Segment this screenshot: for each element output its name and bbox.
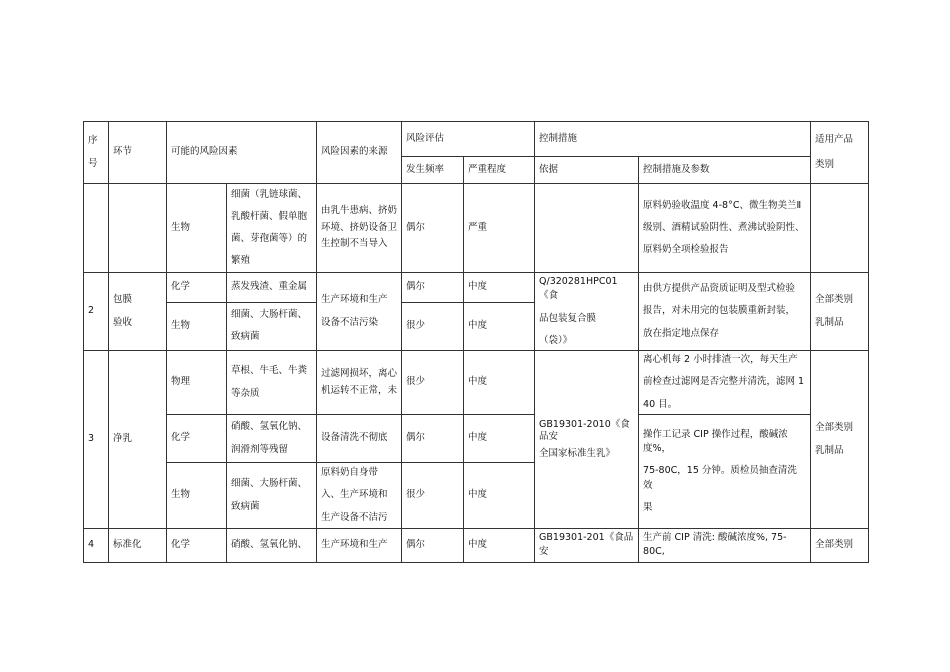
cell-frequency: 很少	[402, 463, 464, 529]
cell-severity: 中度	[464, 463, 535, 529]
cell-frequency: 很少	[402, 302, 464, 351]
cell-params: 由供方提供产品资质证明及型式检验 报告，对未用完的包装膜重新封装， 放在指定地点保存	[639, 273, 811, 351]
header-factor: 可能的风险因素	[167, 122, 317, 184]
cell-source: 设备清洗不彻底	[317, 415, 402, 463]
table-row	[84, 184, 869, 273]
cell-factor: 硝酸、氢氧化钠、 润滑剂等残留	[227, 415, 317, 463]
cell-applicable	[811, 184, 869, 273]
cell-source: 生产环境和生产 设备不洁污染	[317, 273, 402, 351]
cell-stage: 包膜 验收	[109, 273, 167, 351]
cell-frequency: 偶尔	[402, 184, 464, 273]
table-row	[84, 529, 869, 563]
cell-stage	[109, 184, 167, 273]
cell-seq	[84, 184, 109, 273]
cell-basis	[535, 184, 639, 273]
header-basis: 依据	[535, 157, 639, 184]
header-control: 控制措施	[535, 122, 811, 157]
cell-severity: 中度	[464, 415, 535, 463]
header-params: 控制措施及参数	[639, 157, 811, 184]
cell-factor: 细菌、大肠杆菌、 致病菌	[227, 302, 317, 351]
cell-type: 生物	[167, 184, 227, 273]
cell-frequency: 偶尔	[402, 529, 464, 563]
cell-factor: 细菌（乳链球菌、 乳酸杆菌、假单胞 菌、芽孢菌等）的 繁殖	[227, 184, 317, 273]
cell-frequency: 很少	[402, 351, 464, 415]
cell-type: 物理	[167, 351, 227, 415]
cell-basis: GB19301-2010《食品安 全国家标准生乳》	[535, 351, 639, 529]
cell-seq: 2	[84, 273, 109, 351]
cell-factor: 细菌、大肠杆菌、 致病菌	[227, 463, 317, 529]
cell-severity: 中度	[464, 529, 535, 563]
table-row	[84, 351, 869, 415]
cell-source: 生产环境和生产	[317, 529, 402, 563]
cell-frequency: 偶尔	[402, 415, 464, 463]
cell-severity: 中度	[464, 302, 535, 351]
cell-factor: 硝酸、氢氧化钠、	[227, 529, 317, 563]
cell-stage: 标准化	[109, 529, 167, 563]
cell-source: 过滤网损坏，离心 机运转不正常，未	[317, 351, 402, 415]
cell-severity: 严重	[464, 184, 535, 273]
cell-basis: GB19301-201《食品安	[535, 529, 639, 563]
header-frequency: 发生频率	[402, 157, 464, 184]
cell-type: 化学	[167, 415, 227, 463]
header-stage: 环节	[109, 122, 167, 184]
cell-factor: 草根、牛毛、牛粪 等杂质	[227, 351, 317, 415]
risk-control-table	[83, 121, 869, 563]
cell-frequency: 偶尔	[402, 273, 464, 303]
header-seq: 序 号	[84, 122, 109, 184]
cell-applicable: 全部类别 乳制品	[811, 273, 869, 351]
cell-applicable: 全部类别 乳制品	[811, 351, 869, 529]
cell-params: 离心机每 2 小时排渣一次，每天生产 前检查过滤网是否完整并清洗，滤网 1 40 目。	[639, 351, 811, 415]
cell-stage: 净乳	[109, 351, 167, 529]
cell-type: 生物	[167, 302, 227, 351]
header-source: 风险因素的来源	[317, 122, 402, 184]
cell-type: 化学	[167, 273, 227, 303]
cell-type: 化学	[167, 529, 227, 563]
cell-applicable: 全部类别	[811, 529, 869, 563]
cell-source: 原料奶自身带 入、生产环境和 生产设备不洁污	[317, 463, 402, 529]
table-row	[84, 273, 869, 303]
table-row	[84, 415, 869, 463]
cell-seq: 3	[84, 351, 109, 529]
cell-seq: 4	[84, 529, 109, 563]
header-applicable: 适用产品 类别	[811, 122, 869, 184]
header-assessment: 风险评估	[402, 122, 535, 157]
cell-params: 原料奶验收温度 4-8°C、微生物美兰Ⅱ 级别、酒精试验阴性、煮沸试验阴性、 原料奶全项检验报告	[639, 184, 811, 273]
cell-params: 生产前 CIP 清洗: 酸碱浓度%, 75-80C,	[639, 529, 811, 563]
cell-severity: 中度	[464, 273, 535, 303]
cell-basis: Q/320281HPC01《食 品包装复合膜 （袋）》	[535, 273, 639, 351]
cell-severity: 中度	[464, 351, 535, 415]
cell-factor: 蒸发残渣、重金属	[227, 273, 317, 303]
cell-source: 由乳牛患病、挤奶 环境、挤奶设备卫 生控制不当导入	[317, 184, 402, 273]
header-severity: 严重程度	[464, 157, 535, 184]
cell-params: 操作工记录 CIP 操作过程，酸碱浓度%， 75-80C，15 分钟。质检员抽查清洗效 果	[639, 415, 811, 529]
cell-type: 生物	[167, 463, 227, 529]
